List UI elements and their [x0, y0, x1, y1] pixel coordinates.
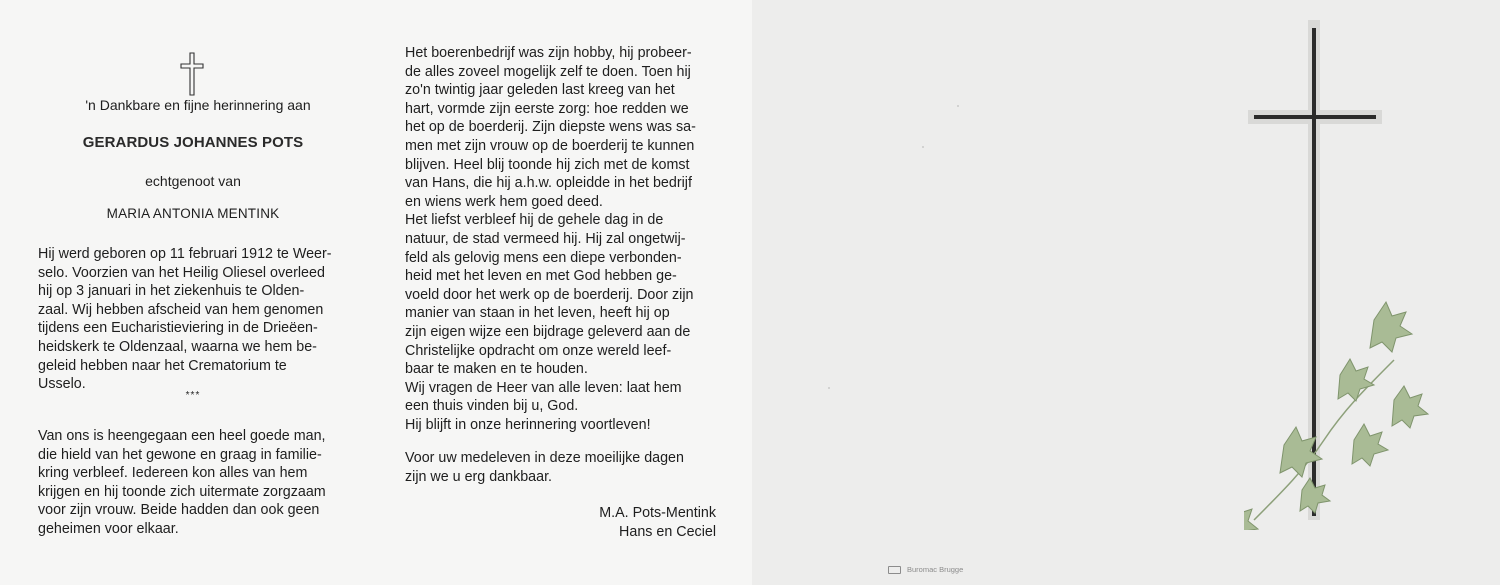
spouse-label: echtgenoot van [145, 173, 241, 189]
biography-paragraph: Hij werd geboren op 11 februari 1912 te Weer- selo. Voorzien van het Heilig Oliesel overleed hij op 3 januari in het ziekenhuis te Olden- zaal. Wij hebben afscheid van hem genomen tijdens een Eucharistieviering in de Drieëen- heidskerk te Oldenzaal, waarna we hem be- geleid hebben naar het Crematorium te Usselo. [38, 246, 332, 393]
spouse-name: MARIA ANTONIA MENTINK [106, 206, 280, 221]
thanks-paragraph: Voor uw medeleven in deze moeilijke dagen zijn we u erg dankbaar. [405, 450, 684, 485]
paper-speck [922, 146, 924, 148]
ivy-cross-illustration [1244, 20, 1444, 530]
cross-icon [180, 52, 204, 96]
deceased-name: GERARDUS JOHANNES POTS [82, 134, 304, 151]
intro-line: 'n Dankbare en fijne herinnering aan [85, 97, 311, 113]
signature-spouse: M.A. Pots-Mentink [599, 505, 716, 521]
life-paragraph: Het boerenbedrijf was zijn hobby, hij probeer- de alles zoveel mogelijk zelf te doen. Toen hij zo'n twintig jaar geleden last kreeg van het hart, vormde zijn eerste zorg: hoe redden we het op de boerderij. Zijn diepste wens was sa- men met zijn vrouw op de boerderij te kunnen blijven. Heel blij toonde hij zich met de komst van Hans, die hij a.h.w. opleidde in het bedrijf en wiens werk hem goed deed. Het liefst verbleef hij de gehele dag in de natuur, de stad vermeed hij. Hij zal ongetwij- feld als gelovig mens een diepe verbonden- heid met het leven en met God hebben ge- voeld door het werk op de boerderij. Door zijn manier van staan in het leven, heeft hij op zijn eigen wijze een bijdrage geleverd aan de Christelijke opdracht om onze wereld leef- baar te maken en te houden. Wij vragen de Heer van alle leven: laat hem een thuis vinden bij u, God. Hij blijft in onze herinnering voortleven! [405, 45, 696, 433]
ivy-vine [1244, 302, 1428, 530]
cross-beam [1254, 115, 1376, 119]
separator-stars: *** [185, 390, 201, 401]
printer-name: Buromac Brugge [907, 565, 964, 574]
printer-logo-icon [888, 566, 901, 574]
paper-speck [828, 387, 830, 389]
paper-speck [957, 105, 959, 107]
signature-family: Hans en Ceciel [619, 524, 716, 540]
printer-imprint [888, 565, 963, 574]
character-paragraph: Van ons is heengegaan een heel goede man, die hield van het gewone en graag in familie- kring verbleef. Iedereen kon alles van hem krijgen en hij toonde zich uitermate zorgzaam voor zijn vrouw. Beide hadden dan ook geen geheimen voor elkaar. [38, 428, 326, 537]
